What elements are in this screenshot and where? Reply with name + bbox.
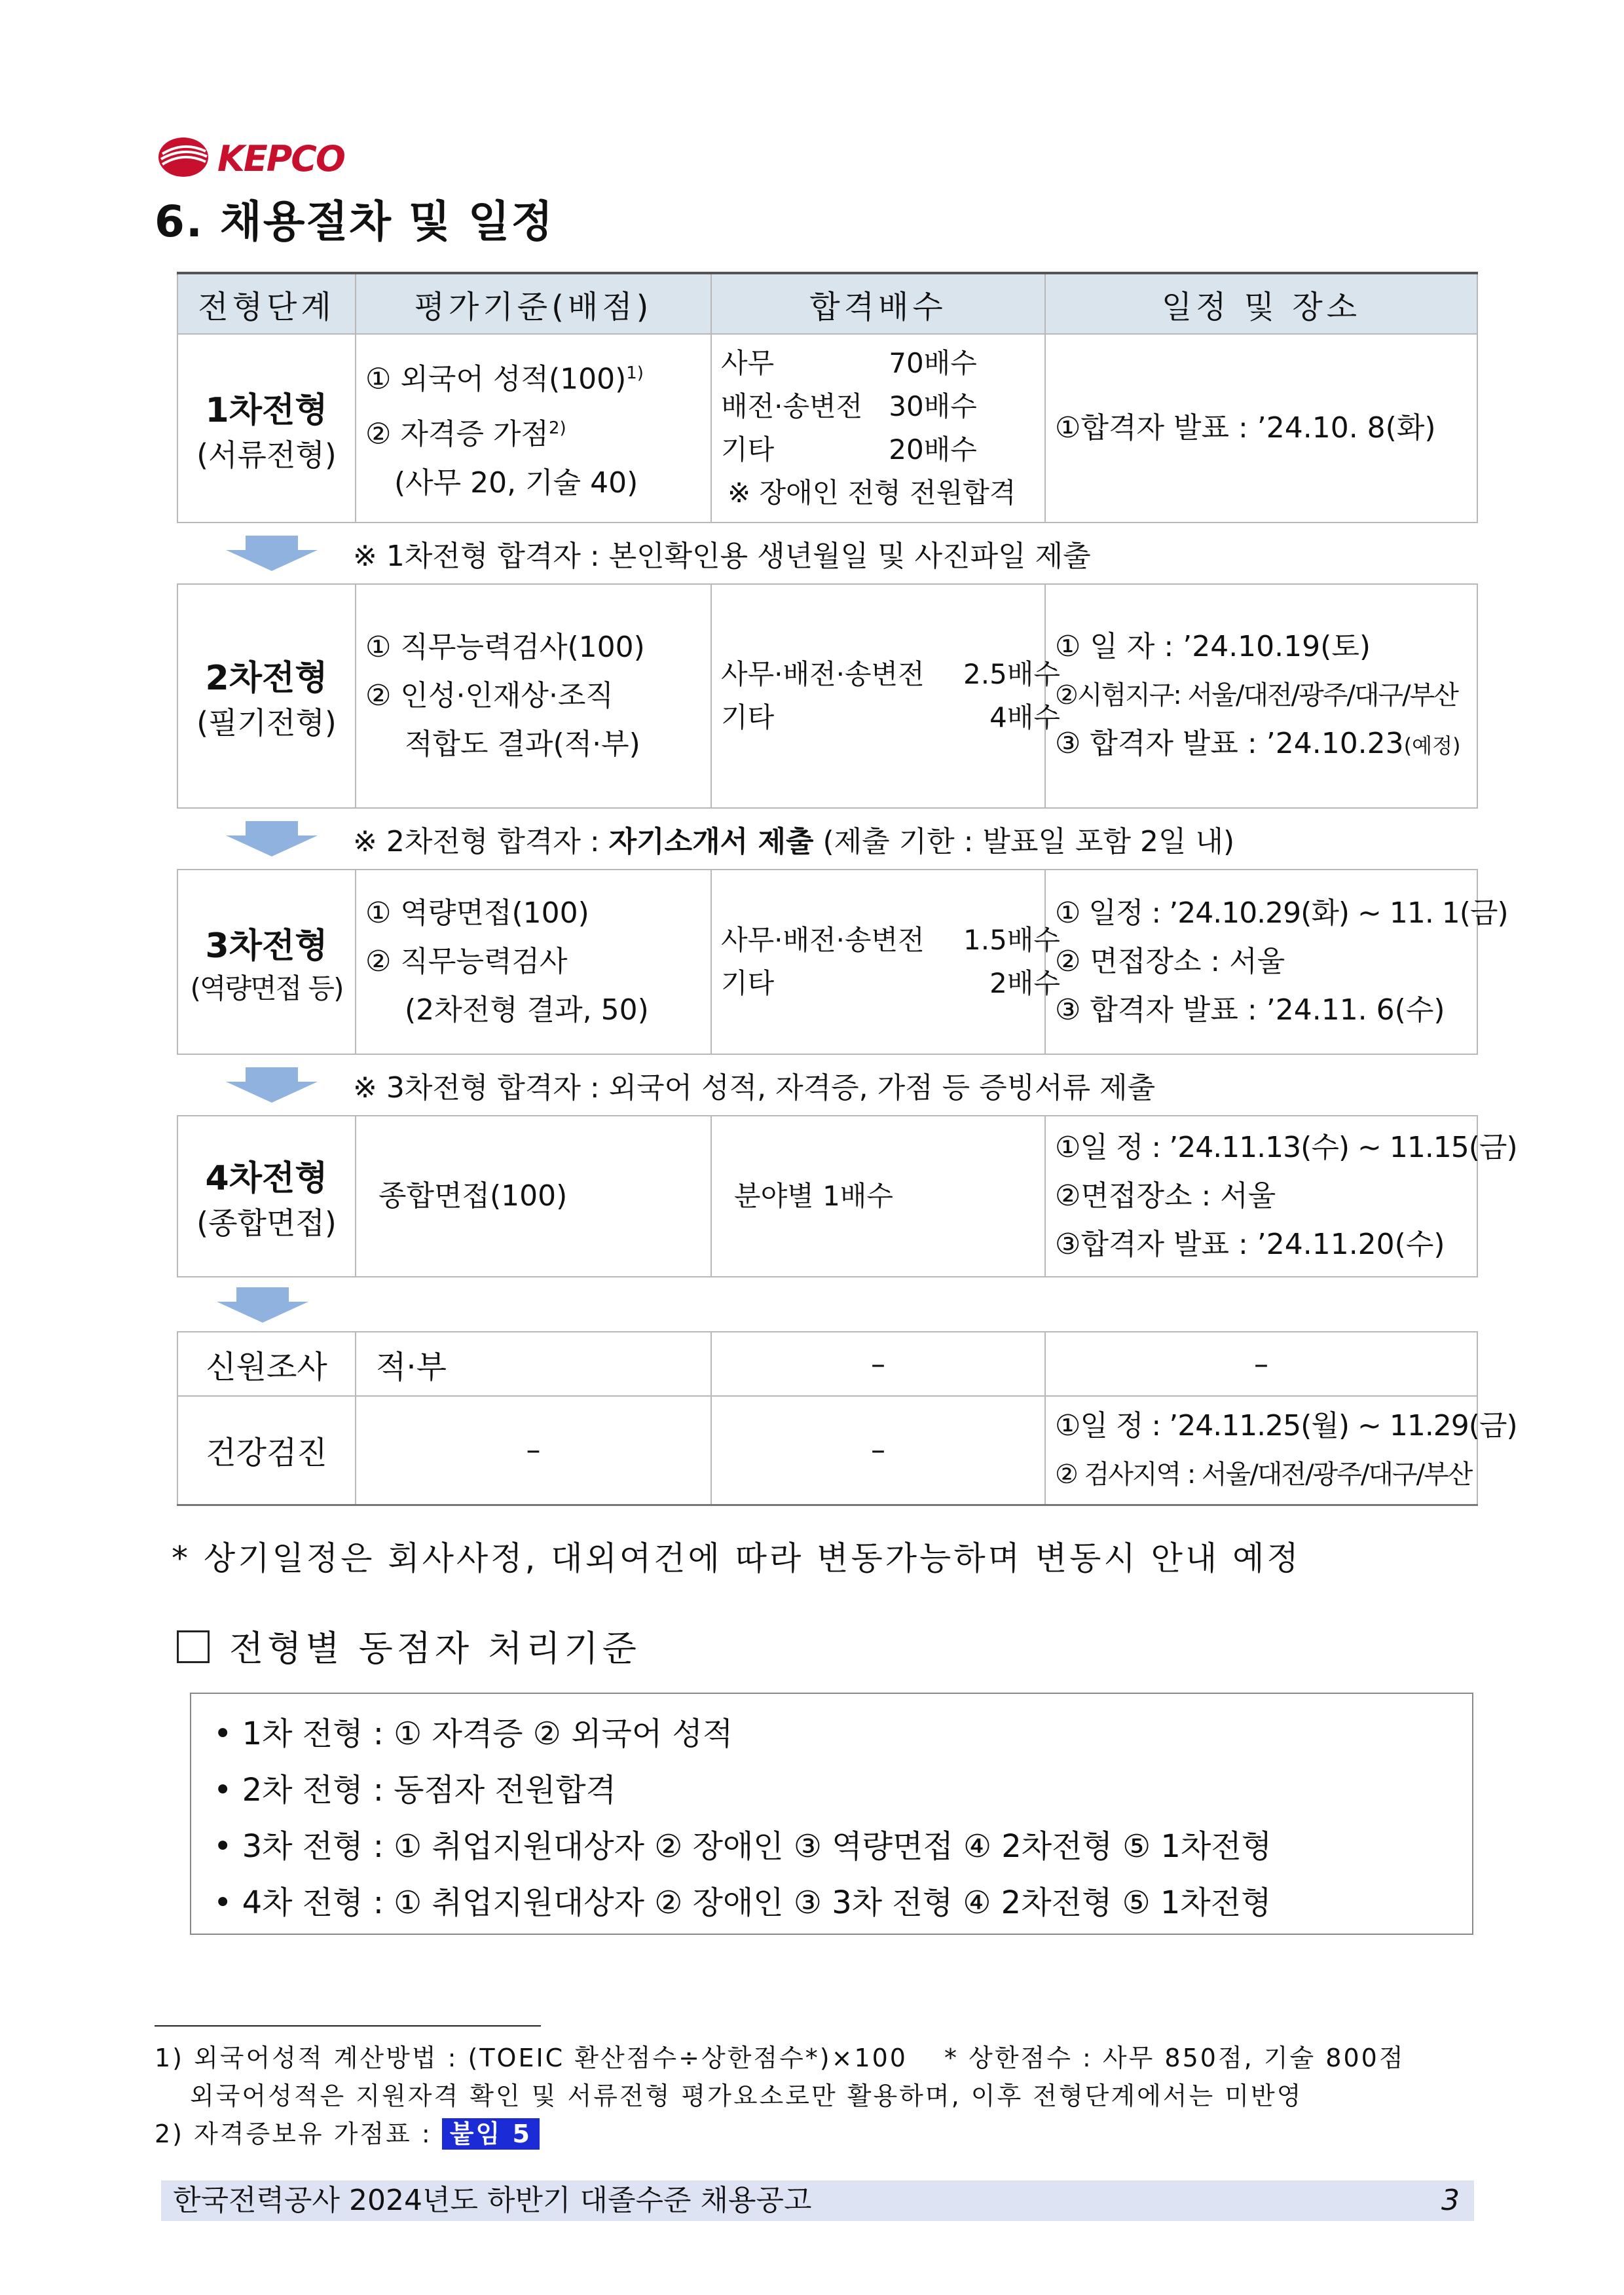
criteria-line: (2차전형 결과, 50) [405,993,649,1027]
tie-section-heading: 전형별 동점자 처리기준 [177,1621,640,1671]
stage2-cell [177,584,356,808]
attachment-link[interactable]: 붙임 5 [442,2118,540,2150]
schedule-line: ① 일 자 : ’24.10.19(토) [1055,629,1371,663]
kepco-emblem-icon [157,134,210,180]
multiple-list: 사무·배전·송변전 1.5배수 기타 2배수 [721,924,1060,999]
table-row-arrow [177,1277,1477,1332]
table-row-note3 [177,1054,1477,1116]
table-row-note2 [177,808,1477,870]
down-arrow-icon [226,536,318,571]
schedule-line: ③합격자 발표 : ’24.11.20(수) [1055,1228,1445,1261]
stage1-sub: (서류전형) [196,437,337,473]
stage2-criteria [356,584,711,808]
recruitment-process-table [177,272,1517,1506]
stage4-cell [177,1116,356,1277]
stage1-note: ※ 1차전형 합격자 : 본인확인용 생년월일 및 사진파일 제출 [353,540,1091,573]
criteria-line: ① 역량면접(100) [365,896,589,930]
background-multiple: – [711,1332,1045,1396]
background-schedule: – [1045,1332,1477,1396]
stage2-schedule [1045,584,1477,808]
multiple-list: 사무·배전·송변전 2.5배수 기타 4배수 [721,658,1060,733]
down-arrow-icon [217,1287,308,1323]
stage3-note: ※ 3차전형 합격자 : 외국어 성적, 자격증, 가점 등 증빙서류 제출 [353,1071,1156,1105]
schedule-line: ② 검사지역 : 서울/대전/광주/대구/부산 [1055,1459,1472,1490]
footnote-2: 2) 자격증보유 가점표 : 붙임 5 [155,2114,540,2150]
table-row-stage2 [177,584,1477,808]
logo-text: KEPCO [217,138,344,179]
stage3-multiple [711,870,1060,1054]
health-multiple: – [711,1396,1045,1505]
table-row-note1 [177,523,1477,584]
criteria-line: ① 외국어 성적$(100)^{1)}$ [365,363,644,396]
header-criteria: 평가기준(배점) [356,273,711,334]
stage1-schedule [1045,334,1477,523]
stage2-name: 2차전형 [205,658,328,698]
stage1-multiple [711,334,1045,523]
list-item: • 3차 전형 : ① 취업지원대상자 ② 장애인 ③ 역량면접 ④ 2차전형 ⑤ 1차전형 [213,1828,1272,1865]
schedule-line: ①합격자 발표 : ’24.10. 8(화) [1055,411,1436,445]
health-name: 건강검진 [177,1396,356,1505]
health-schedule [1045,1396,1517,1505]
table-row-stage4 [177,1116,1477,1277]
page-number: 3 [1441,2184,1460,2217]
schedule-line: ③ 합격자 발표 : ’24.10.23(예정) [1055,726,1461,760]
schedule-line: ②시험지구: 서울/대전/광주/대구/부산 [1055,680,1458,710]
header-stage: 전형단계 [177,273,356,334]
stage3-cell [177,870,356,1054]
criteria-line: ① 직무능력검사(100) [365,631,645,664]
schedule-note: * 상기일정은 회사사정, 대외여건에 따라 변동가능하며 변동시 안내 예정 [172,1539,1301,1577]
footnote-divider [155,2025,541,2027]
disabled-note: ※ 장애인 전형 전원합격 [728,477,1016,509]
stage4-sub: (종합면접) [196,1205,337,1241]
list-item: • 1차 전형 : ① 자격증 ② 외국어 성적 [213,1716,733,1752]
stage2-multiple [711,584,1060,808]
stage2-note: ※ 2차전형 합격자 : 자기소개서 제출 (제출 기한 : 발표일 포함 2일 내) [353,825,1235,858]
stage4-schedule [1045,1116,1517,1277]
stage2-sub: (필기전형) [196,705,337,741]
background-criteria: 적·부 [356,1332,711,1396]
health-criteria: – [356,1396,711,1505]
schedule-line: ② 면접장소 : 서울 [1055,945,1285,978]
schedule-line: ②면접장소 : 서울 [1055,1179,1276,1213]
criteria-line: ② 인성·인재상·조직 [365,679,614,712]
table-row-health [177,1396,1477,1505]
stage4-name: 4차전형 [205,1158,328,1198]
schedule-line: ①일 정 : ’24.11.13(수) ~ 11.15(금) [1055,1131,1517,1164]
footnote-1-line2: 외국어성적은 지원자격 확인 및 서류전형 평가요소로만 활용하며, 이후 전형단계에서는 미반영 [190,2082,1303,2110]
stage3-criteria [356,870,711,1054]
footer-title: 한국전력공사 2024년도 하반기 대졸수준 채용공고 [173,2184,812,2217]
page-title: 6. 채용절차 및 일정 [155,196,555,247]
down-arrow-icon [226,821,318,856]
schedule-line: ①일 정 : ’24.11.25(월) ~ 11.29(금) [1055,1408,1517,1442]
stage3-sub: (역량면접 등) [190,972,343,1004]
schedule-line: ③ 합격자 발표 : ’24.11. 6(수) [1055,993,1445,1027]
schedule-line: ① 일정 : ’24.10.29(화) ~ 11. 1(금) [1055,896,1508,930]
stage1-cell [177,334,356,523]
tie-criteria-box [190,1693,1473,1935]
table-row-stage3 [177,870,1477,1054]
page-footer [161,2180,1474,2221]
criteria-line: 종합면접(100) [378,1179,568,1213]
criteria-line: ② 자격증 가점$^{2)}$ [365,417,566,451]
table-row-stage1 [177,334,1477,523]
table-row-background [177,1332,1477,1396]
stage1-criteria [356,334,711,523]
background-name: 신원조사 [177,1332,356,1396]
checkbox-icon [177,1630,210,1663]
list-item: • 4차 전형 : ① 취업지원대상자 ② 장애인 ③ 3차 전형 ④ 2차전형 ⑤ 1차전형 [213,1884,1272,1921]
criteria-line: 적합도 결과(적·부) [405,727,640,761]
criteria-line: (사무 20, 기술 40) [394,466,638,500]
footnote-1-line1: 1) 외국어성적 계산방법 : (TOEIC 환산점수÷상한점수*)×100 * 상한점수 : 사무 850점, 기술 800점 [155,2044,1405,2072]
stage4-multiple [711,1116,1045,1277]
stage1-name: 1차전형 [205,390,328,430]
down-arrow-icon [226,1067,318,1103]
criteria-line: ② 직무능력검사 [365,945,568,978]
kepco-logo [157,134,367,180]
header-schedule: 일정 및 장소 [1045,273,1477,334]
multiple-list: 사무 70배수 배전·송변전 30배수 기타 20배수 [721,347,977,466]
stage3-name: 3차전형 [205,926,328,966]
multiple-line: 분야별 1배수 [734,1180,893,1212]
stage3-schedule [1045,870,1508,1054]
stage4-criteria [356,1116,711,1277]
list-item: • 2차 전형 : 동점자 전원합격 [213,1772,616,1808]
table-header-row [177,273,1477,334]
header-multiple: 합격배수 [711,273,1045,334]
